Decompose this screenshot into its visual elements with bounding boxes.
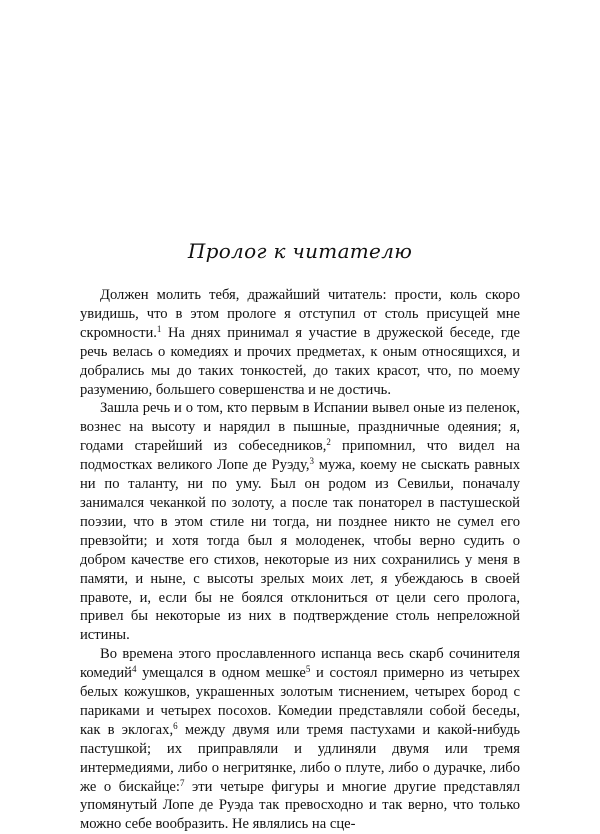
footnote-marker: 2 bbox=[326, 437, 331, 448]
footnote-marker: 5 bbox=[305, 664, 311, 675]
paragraph bbox=[80, 286, 520, 399]
text-run: На днях принимал я участие в дружеской беседе, где речь велась о комедиях и прочих предметах, к оным относящихся, и добрались мы до таких тонкостей, до таких красот, что, по моему разумению, большего совершенства и не достичь. bbox=[80, 324, 520, 398]
page-title: Пролог к читателю bbox=[187, 239, 413, 263]
text-run: мужа, коему не сыскать равных ни по таланту, ни по уму. Был он родом из Севильи, поначалу занимался чеканкой по золоту, а после так понаторел в пастушеской поэзии, что в этом стиле ни тогда, ни позднее никто не сумел его превзойти; и хотя тогда был я молоденек, чтобы верно судить о добром качестве его стихов, некоторые из них сохранились у меня в памяти, и ныне, с высоты зрелых моих лет, я убеждаюсь в своей правоте, и, если бы не боялся отклониться от цели сего пролога, привел бы некоторые из них в подтверждение столь непреложной истины. bbox=[80, 457, 520, 644]
footnote-marker: 4 bbox=[131, 664, 137, 675]
footnote-marker: 3 bbox=[309, 456, 314, 467]
text-run: умещался в одном мешке bbox=[136, 665, 306, 682]
text-run: эти четыре фигуры и многие другие представлял упомянутый Лопе де Руэда так превосходно и так верно, что только можно себе вообразить. Не являлись на сце- bbox=[80, 778, 520, 833]
text-run: Зашла речь и о том, кто первым в Испании вывел оные из пеленок, вознес на высоту и нарядил в пышные, праздничные одеяния; я, годами старейший из собеседников, bbox=[80, 400, 520, 455]
paragraph bbox=[80, 399, 520, 645]
paragraph bbox=[80, 645, 520, 834]
footnote-marker: 7 bbox=[179, 777, 185, 788]
text-run: припомнил, что видел на подмостках великого Лопе де Руэду, bbox=[80, 438, 521, 474]
footnote-marker: 1 bbox=[156, 323, 162, 334]
text-run: между двумя или тремя пастухами и какой-нибудь пастушкой; их приправляли и удлиняли двумя или тремя интермедиями, либо о негритянке, либо о плуте, либо о дурачке, либо же о бискайце: bbox=[80, 721, 520, 795]
text-run: и состоял примерно из четырех белых кожушков, украшенных золотым тиснением, четырех бород с париками и четырех посохов. Комедии представляли собой беседы, как в эклогах, bbox=[80, 665, 520, 738]
text-run: Должен молить тебя, дражайший читатель: прости, коль скоро увидишь, что в этом прологе я отступил от столь присущей мне скромности. bbox=[80, 287, 520, 341]
text-run: Во времена этого прославленного испанца весь скарб сочинителя комедий bbox=[80, 646, 520, 682]
body-text bbox=[80, 286, 520, 834]
footnote-marker: 6 bbox=[173, 720, 178, 731]
